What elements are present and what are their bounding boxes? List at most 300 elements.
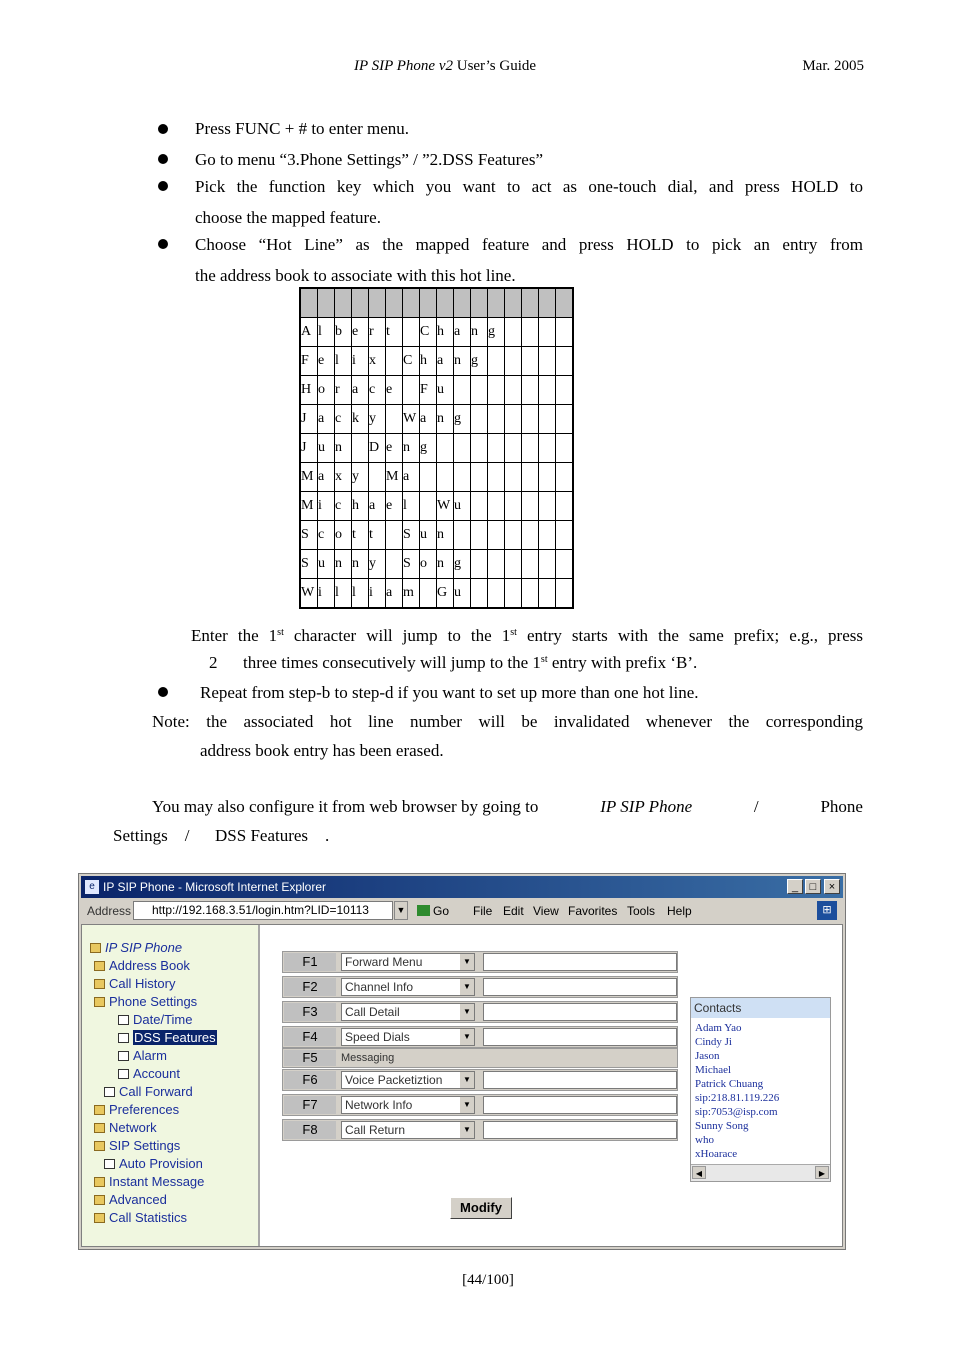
address-book-entry — [300, 318, 573, 347]
function-key-label: F4 — [284, 1028, 336, 1046]
address-char-cell — [522, 405, 539, 434]
address-char-cell — [488, 550, 505, 579]
address-char-cell — [454, 463, 471, 492]
address-char-cell — [420, 579, 437, 609]
chevron-down-icon: ▼ — [460, 1122, 474, 1138]
function-key-label: F1 — [284, 953, 336, 971]
address-char-cell — [522, 347, 539, 376]
function-key-select[interactable]: Voice Packetiztion ▼ — [341, 1071, 475, 1089]
address-char-cell: h — [420, 347, 437, 376]
contacts-header: Contacts — [691, 998, 830, 1018]
address-char-cell: W — [403, 405, 420, 434]
address-char-cell — [539, 550, 556, 579]
step-4-line1: Choose “Hot Line” as the mapped feature and press HOLD to pick an entry from — [195, 235, 863, 254]
address-char-cell — [471, 434, 488, 463]
step-1: Press FUNC + # to enter menu. — [195, 119, 410, 138]
bullet-icon — [158, 124, 168, 134]
function-key-select[interactable]: Channel Info ▼ — [341, 978, 475, 996]
address-char-cell: c — [318, 521, 335, 550]
nav-call-statistics[interactable]: Call Statistics — [94, 1210, 187, 1225]
address-char-cell: m — [403, 579, 420, 609]
address-char-cell: a — [369, 492, 386, 521]
function-key-row — [282, 976, 678, 998]
address-char-cell: M — [300, 492, 318, 521]
address-book-entry — [300, 347, 573, 376]
function-key-label: F8 — [284, 1121, 336, 1139]
function-key-select[interactable]: Call Detail ▼ — [341, 1003, 475, 1021]
address-char-cell: t — [352, 521, 369, 550]
address-char-cell — [471, 521, 488, 550]
address-char-cell — [556, 463, 574, 492]
address-char-cell: u — [318, 550, 335, 579]
address-char-cell: x — [335, 463, 352, 492]
contact-item[interactable]: Michael — [695, 1064, 732, 1076]
address-char-cell — [352, 434, 369, 463]
ie-icon: e — [85, 880, 99, 894]
address-char-cell: o — [335, 521, 352, 550]
address-char-cell: o — [318, 376, 335, 405]
address-char-cell — [420, 492, 437, 521]
address-char-cell: G — [437, 579, 454, 609]
address-char-cell — [505, 521, 522, 550]
address-char-cell: g — [454, 550, 471, 579]
function-key-select[interactable]: Call Return ▼ — [341, 1121, 475, 1139]
address-char-cell — [539, 492, 556, 521]
title-bar — [81, 876, 843, 898]
address-char-cell: g — [488, 318, 505, 347]
address-char-cell: C — [420, 318, 437, 347]
address-char-cell: a — [437, 347, 454, 376]
address-char-cell — [488, 492, 505, 521]
chevron-down-icon: ▼ — [460, 1097, 474, 1113]
contact-item[interactable]: Adam Yao — [695, 1022, 742, 1034]
address-char-cell — [471, 579, 488, 609]
address-char-cell — [454, 376, 471, 405]
address-char-cell — [471, 463, 488, 492]
address-char-cell — [488, 463, 505, 492]
contact-item[interactable]: Cindy Ji — [695, 1036, 732, 1048]
address-char-cell — [505, 405, 522, 434]
address-char-cell: n — [437, 521, 454, 550]
web-config-line2: Settings / DSS Features . — [113, 826, 330, 845]
nav-network[interactable]: Network — [94, 1120, 157, 1135]
address-char-cell — [403, 376, 420, 405]
step-2: Go to menu “3.Phone Settings” / ”2.DSS Features” — [195, 150, 543, 169]
step-3-line2: choose the mapped feature. — [195, 208, 381, 227]
function-key-input[interactable] — [483, 1071, 677, 1089]
nav-tree — [82, 925, 260, 1246]
address-char-cell: F — [300, 347, 318, 376]
address-char-cell — [386, 521, 403, 550]
scroll-right-icon[interactable]: ▶ — [815, 1166, 829, 1179]
address-char-cell — [471, 405, 488, 434]
function-key-label: F3 — [284, 1003, 336, 1021]
nav-sip-settings[interactable]: SIP Settings — [94, 1138, 180, 1153]
step-repeat: Repeat from step-b to step-d if you want to set up more than one hot line. — [200, 683, 699, 702]
address-char-cell — [386, 405, 403, 434]
address-char-cell: J — [300, 434, 318, 463]
address-char-cell — [505, 376, 522, 405]
modify-button[interactable]: Modify — [450, 1197, 512, 1219]
address-char-cell: h — [352, 492, 369, 521]
web-config-line1: You may also configure it from web browser by going to IP SIP Phone / Phone — [152, 797, 863, 816]
go-button[interactable]: Go — [417, 904, 449, 918]
address-char-cell: S — [300, 550, 318, 579]
function-key-input[interactable] — [483, 978, 677, 996]
address-char-cell — [420, 463, 437, 492]
jump-note-line1: Enter the 1st character will jump to the 1st entry starts with the same prefix; e.g., press — [191, 626, 863, 645]
address-char-cell: n — [335, 434, 352, 463]
address-char-cell: n — [437, 550, 454, 579]
address-char-cell — [556, 579, 574, 609]
function-key-label: F7 — [284, 1096, 336, 1114]
address-char-cell — [539, 521, 556, 550]
address-char-cell: n — [471, 318, 488, 347]
address-char-cell: a — [420, 405, 437, 434]
folder-icon — [94, 997, 105, 1007]
contact-item[interactable]: who — [695, 1134, 714, 1146]
address-char-cell — [539, 463, 556, 492]
address-char-cell — [369, 463, 386, 492]
scroll-left-icon[interactable]: ◀ — [692, 1166, 706, 1179]
function-key-select[interactable]: Network Info ▼ — [341, 1096, 475, 1114]
address-char-cell: l — [335, 347, 352, 376]
chevron-down-icon: ▼ — [460, 1004, 474, 1020]
address-char-cell: S — [300, 521, 318, 550]
address-char-cell: F — [420, 376, 437, 405]
folder-icon — [94, 1177, 105, 1187]
folder-icon — [90, 943, 101, 953]
address-char-cell — [403, 318, 420, 347]
address-char-cell: i — [369, 579, 386, 609]
address-char-cell — [386, 347, 403, 376]
page-icon — [104, 1087, 115, 1097]
url-dropdown-icon[interactable]: ▼ — [394, 901, 408, 920]
contact-item[interactable]: sip:218.81.119.226 — [695, 1092, 780, 1104]
address-char-cell: l — [352, 579, 369, 609]
address-char-cell: n — [454, 347, 471, 376]
address-char-cell — [471, 550, 488, 579]
function-key-label: F2 — [284, 978, 336, 996]
menu-tools[interactable]: Tools — [627, 904, 656, 918]
address-book-entry — [300, 405, 573, 434]
address-book-entry — [300, 492, 573, 521]
function-key-row — [282, 1069, 678, 1091]
function-key-row — [282, 1119, 678, 1141]
chevron-down-icon: ▼ — [460, 954, 474, 970]
function-key-label: F5 — [284, 1050, 336, 1066]
note-line1: Note: the associated hot line number will be invalidated whenever the corresponding — [152, 712, 863, 731]
address-char-cell: e — [386, 492, 403, 521]
address-char-cell: t — [369, 521, 386, 550]
address-char-cell — [488, 434, 505, 463]
step-4-line2: the address book to associate with this hot line. — [195, 266, 516, 285]
close-icon[interactable]: × — [824, 879, 840, 894]
address-char-cell: u — [454, 579, 471, 609]
address-char-cell — [539, 318, 556, 347]
address-char-cell — [437, 434, 454, 463]
address-char-cell: t — [386, 318, 403, 347]
address-char-cell — [539, 579, 556, 609]
nav-phone-settings[interactable]: Phone Settings — [94, 994, 197, 1009]
address-char-cell — [505, 463, 522, 492]
function-key-row — [282, 951, 678, 973]
folder-icon — [94, 1141, 105, 1151]
address-char-cell: i — [352, 347, 369, 376]
address-char-cell — [454, 521, 471, 550]
nav-advanced[interactable]: Advanced — [94, 1192, 167, 1207]
page-icon — [118, 1069, 129, 1079]
contact-item[interactable]: Jason — [695, 1050, 720, 1062]
address-char-cell: S — [403, 521, 420, 550]
address-label: Address — [87, 904, 132, 918]
address-char-cell: M — [300, 463, 318, 492]
address-char-cell — [539, 376, 556, 405]
address-book-entry — [300, 579, 573, 609]
nav-instant-message[interactable]: Instant Message — [94, 1174, 204, 1189]
function-key-select[interactable]: Forward Menu ▼ — [341, 953, 475, 971]
address-char-cell — [556, 318, 574, 347]
address-char-cell: l — [403, 492, 420, 521]
address-char-cell — [522, 521, 539, 550]
page-icon — [118, 1051, 129, 1061]
bullet-icon — [158, 687, 168, 697]
address-char-cell — [505, 492, 522, 521]
address-char-cell: y — [369, 550, 386, 579]
address-char-cell — [488, 405, 505, 434]
nav-account[interactable]: Account — [118, 1066, 180, 1081]
address-char-cell: a — [386, 579, 403, 609]
address-char-cell: W — [437, 492, 454, 521]
page-icon — [118, 1033, 129, 1043]
nav-alarm[interactable]: Alarm — [118, 1048, 167, 1063]
address-char-cell — [471, 492, 488, 521]
address-book-entry — [300, 550, 573, 579]
menu-edit[interactable]: Edit — [503, 904, 524, 918]
address-char-cell: J — [300, 405, 318, 434]
contacts-list — [690, 997, 831, 1182]
address-char-cell — [556, 347, 574, 376]
address-char-cell: n — [352, 550, 369, 579]
bullet-icon — [158, 239, 168, 249]
contact-item[interactable]: Sunny Song — [695, 1120, 749, 1132]
address-char-cell: x — [369, 347, 386, 376]
address-char-cell: l — [335, 579, 352, 609]
address-char-cell: u — [420, 521, 437, 550]
address-char-cell — [437, 463, 454, 492]
address-char-cell: r — [335, 376, 352, 405]
address-char-cell: S — [403, 550, 420, 579]
address-book-entry — [300, 376, 573, 405]
maximize-icon[interactable]: □ — [805, 879, 821, 894]
address-bar — [81, 899, 843, 923]
address-char-cell — [505, 318, 522, 347]
page-number: [44/100] — [462, 1272, 514, 1288]
address-char-cell: e — [386, 376, 403, 405]
nav-preferences[interactable]: Preferences — [94, 1102, 179, 1117]
nav-address-book[interactable]: Address Book — [94, 958, 190, 973]
address-char-cell — [505, 579, 522, 609]
address-char-cell — [488, 521, 505, 550]
window-title: IP SIP Phone - Microsoft Internet Explorer — [103, 880, 326, 894]
contact-item[interactable]: xHoarace — [695, 1148, 738, 1160]
address-char-cell: c — [335, 492, 352, 521]
function-key-label: F6 — [284, 1071, 336, 1089]
browser-window — [78, 873, 846, 1250]
contact-item[interactable]: Patrick Chuang — [695, 1078, 764, 1090]
function-key-row — [282, 1026, 678, 1048]
address-char-cell — [505, 434, 522, 463]
page-icon — [118, 1015, 129, 1025]
address-char-cell: i — [318, 492, 335, 521]
address-char-cell: n — [403, 434, 420, 463]
address-char-cell — [556, 376, 574, 405]
folder-icon — [94, 961, 105, 971]
address-char-cell — [488, 376, 505, 405]
go-arrow-icon — [417, 905, 430, 916]
address-char-cell: o — [420, 550, 437, 579]
chevron-down-icon: ▼ — [460, 1029, 474, 1045]
address-char-cell — [522, 434, 539, 463]
chevron-down-icon: ▼ — [460, 979, 474, 995]
address-char-cell — [522, 550, 539, 579]
address-char-cell — [522, 318, 539, 347]
address-char-cell — [556, 550, 574, 579]
function-key-row — [282, 1094, 678, 1116]
nav-call-history[interactable]: Call History — [94, 976, 175, 991]
url-input[interactable]: http://192.168.3.51/login.htm?LID=10113 — [133, 901, 393, 920]
address-char-cell: u — [454, 492, 471, 521]
address-book-entry — [300, 463, 573, 492]
folder-icon — [94, 1195, 105, 1205]
address-char-cell: D — [369, 434, 386, 463]
address-char-cell — [522, 492, 539, 521]
page-content — [81, 924, 843, 1247]
address-char-cell: l — [318, 318, 335, 347]
address-char-cell — [488, 579, 505, 609]
address-char-cell: A — [300, 318, 318, 347]
page-header-date: Mar. 2005 — [802, 58, 864, 74]
horizontal-scrollbar[interactable] — [691, 1164, 830, 1181]
folder-icon — [94, 1123, 105, 1133]
address-char-cell: g — [454, 405, 471, 434]
windows-logo-icon: ⊞ — [817, 901, 837, 920]
menu-favorites[interactable]: Favorites — [568, 904, 618, 918]
address-char-cell: y — [352, 463, 369, 492]
address-char-cell — [522, 463, 539, 492]
address-char-cell: a — [318, 405, 335, 434]
step-3-line1: Pick the function key which you want to act as one-touch dial, and press HOLD to — [195, 177, 863, 196]
folder-icon — [94, 979, 105, 989]
address-char-cell: n — [335, 550, 352, 579]
function-key-row — [282, 1048, 678, 1068]
address-char-cell — [539, 347, 556, 376]
address-char-cell — [522, 579, 539, 609]
address-char-cell: k — [352, 405, 369, 434]
address-char-cell — [505, 550, 522, 579]
note-line2: address book entry has been erased. — [200, 741, 444, 760]
address-char-cell: W — [300, 579, 318, 609]
contact-item[interactable]: sip:7053@isp.com — [695, 1106, 778, 1118]
address-char-cell: r — [369, 318, 386, 347]
menu-help[interactable]: Help — [667, 904, 692, 918]
address-char-cell: C — [403, 347, 420, 376]
address-char-cell — [556, 492, 574, 521]
address-char-cell: c — [335, 405, 352, 434]
minimize-icon[interactable]: _ — [787, 879, 803, 894]
jump-note-line2: 2 three times consecutively will jump to the 1st entry with prefix ‘B’. — [209, 653, 698, 672]
address-char-cell — [505, 347, 522, 376]
menu-file[interactable]: File — [473, 904, 493, 918]
address-char-cell — [556, 521, 574, 550]
function-key-row — [282, 1001, 678, 1023]
address-char-cell: a — [352, 376, 369, 405]
address-char-cell: M — [386, 463, 403, 492]
address-char-cell: y — [369, 405, 386, 434]
page-header-title: IP SIP Phone v2 User’s Guide — [353, 58, 537, 74]
address-char-cell: g — [471, 347, 488, 376]
address-char-cell — [386, 550, 403, 579]
nav-call-forward[interactable]: Call Forward — [104, 1084, 193, 1099]
address-char-cell: g — [420, 434, 437, 463]
address-char-cell: a — [454, 318, 471, 347]
menu-view[interactable]: View — [533, 904, 559, 918]
address-char-cell: e — [318, 347, 335, 376]
address-char-cell: u — [318, 434, 335, 463]
address-book-table — [299, 287, 574, 609]
nav-root[interactable]: IP SIP Phone — [90, 940, 182, 955]
address-char-cell: i — [318, 579, 335, 609]
address-char-cell: H — [300, 376, 318, 405]
function-key-input[interactable] — [483, 1096, 677, 1114]
address-char-cell — [471, 376, 488, 405]
address-char-cell: n — [437, 405, 454, 434]
function-key-input[interactable] — [483, 1028, 677, 1046]
address-char-cell — [539, 405, 556, 434]
bullet-icon — [158, 154, 168, 164]
bullet-icon — [158, 181, 168, 191]
address-char-cell: a — [318, 463, 335, 492]
function-key-select[interactable]: Speed Dials ▼ — [341, 1028, 475, 1046]
address-char-cell: e — [352, 318, 369, 347]
address-char-cell — [556, 405, 574, 434]
nav-auto-provision[interactable]: Auto Provision — [104, 1156, 203, 1171]
function-key-input[interactable] — [483, 1003, 677, 1021]
function-key-input[interactable] — [483, 953, 677, 971]
address-char-cell — [556, 434, 574, 463]
address-char-cell — [488, 347, 505, 376]
address-char-cell: u — [437, 376, 454, 405]
chevron-down-icon: ▼ — [460, 1072, 474, 1088]
folder-icon — [94, 1105, 105, 1115]
address-char-cell: h — [437, 318, 454, 347]
address-char-cell: b — [335, 318, 352, 347]
address-book-entry — [300, 521, 573, 550]
address-char-cell: c — [369, 376, 386, 405]
address-book-entry — [300, 434, 573, 463]
function-key-input[interactable] — [483, 1121, 677, 1139]
address-char-cell — [522, 376, 539, 405]
page-icon — [104, 1159, 115, 1169]
folder-icon — [94, 1213, 105, 1223]
address-char-cell: a — [403, 463, 420, 492]
nav-date-time[interactable]: Date/Time — [118, 1012, 192, 1027]
address-char-cell: e — [386, 434, 403, 463]
address-char-cell — [454, 434, 471, 463]
address-char-cell — [539, 434, 556, 463]
nav-dss-features[interactable]: DSS Features — [118, 1030, 217, 1045]
function-key-value: Messaging — [341, 1052, 395, 1064]
